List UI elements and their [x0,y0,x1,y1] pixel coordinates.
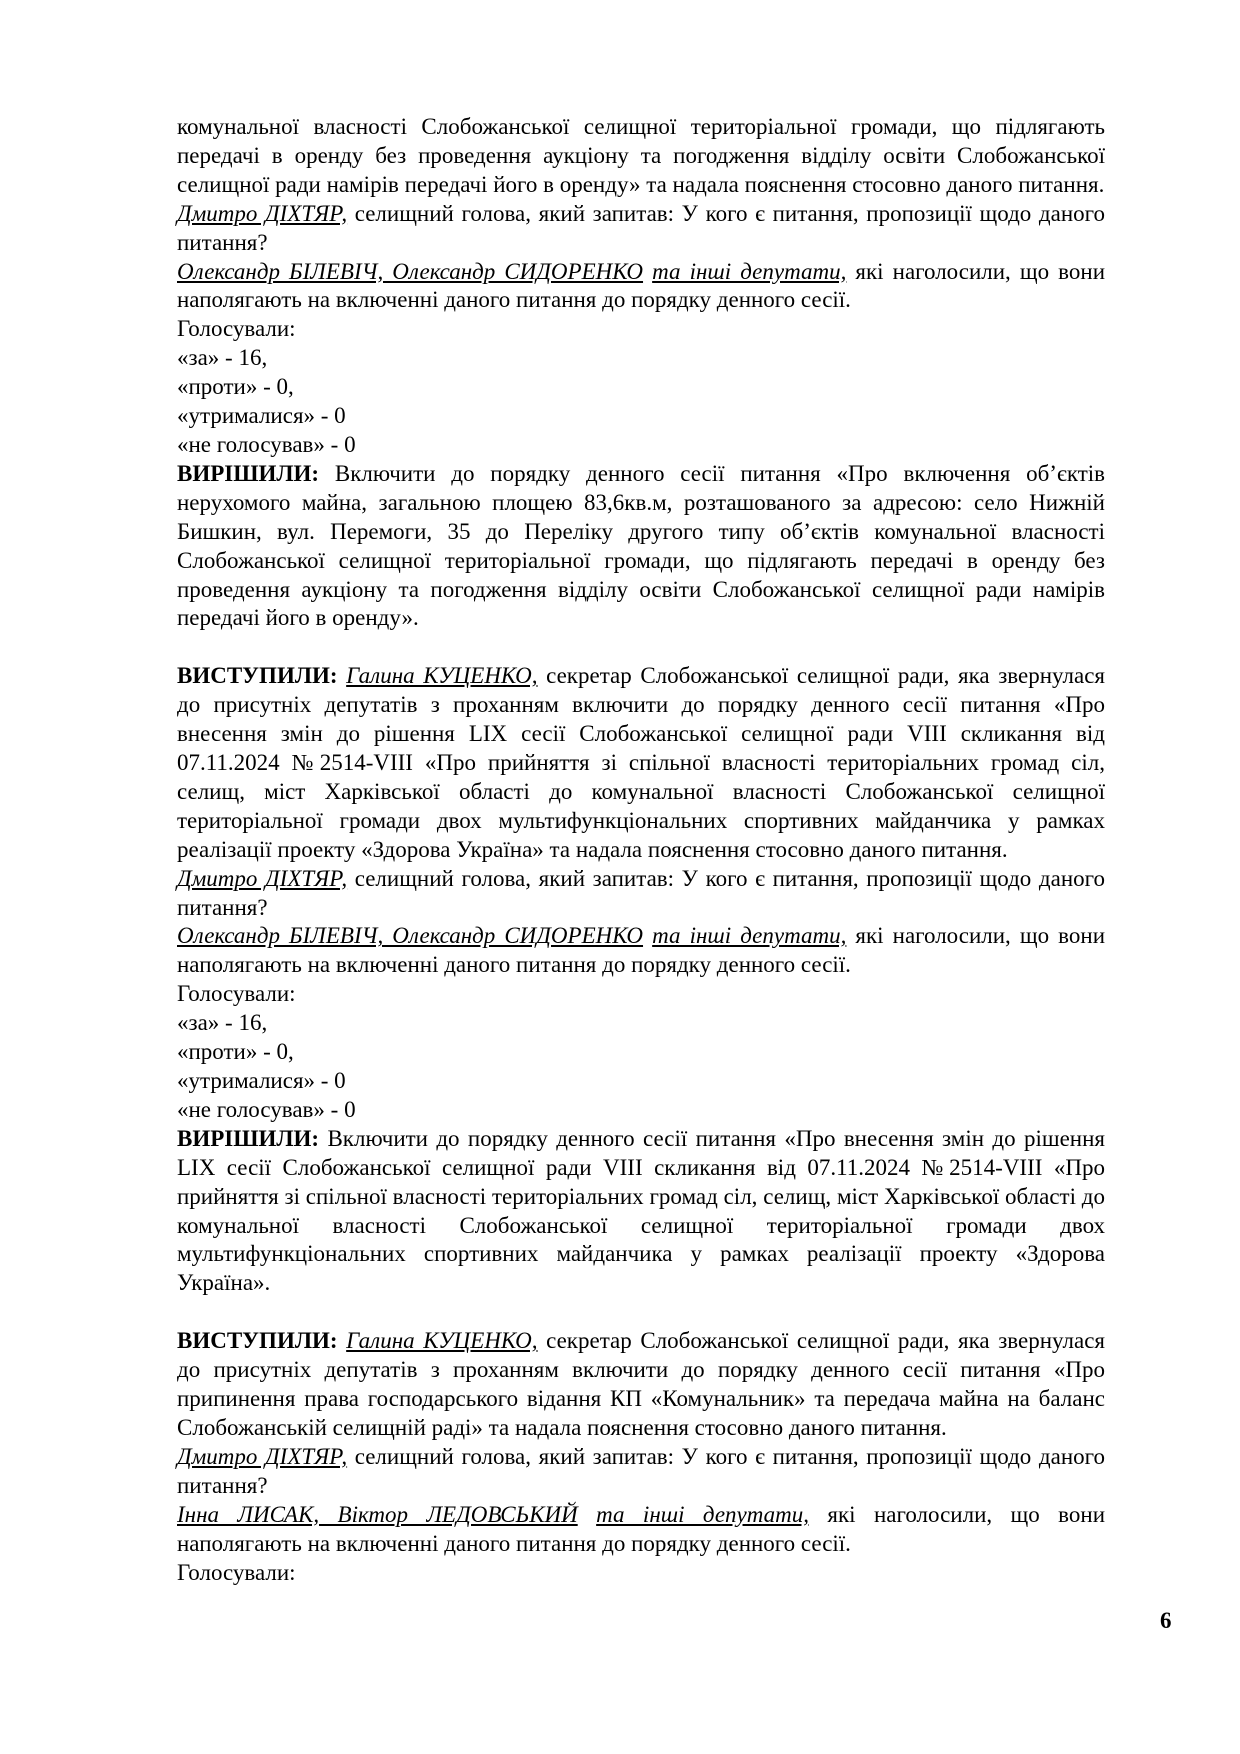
spoke-text: секретар Слобожанської селищної ради, яка звернулася до присутніх депутатів з проханням включити до порядку денного сесії питання «Про припинення права господарського відання КП «Комунальник» та передача майна на баланс Слобожанській селищній раді» та надала пояснення стосовно даного питання. [177,1328,1106,1440]
block3-deputies [177,1501,1105,1559]
spoke-label: ВИСТУПИЛИ: [177,663,338,689]
page-content [177,113,1105,1587]
head-name: Дмитро ДІХТЯР, [177,1443,348,1469]
head-text: селищний голова, який запитав: У кого є питання, пропозиції щодо даного питання? [177,865,1105,920]
vote-title: Голосували: [177,316,296,342]
vote-against: «проти» - 0, [177,374,294,400]
block2-deputies [177,922,1105,980]
decided-text: Включити до порядку денного сесії питання «Про внесення змін до рішення LIX сесії Слобожанської селищної ради VIII скликання від 07.11.2024 №2514-VIII «Про прийняття зі спільної власності територіальних громад сіл, селищ, міст Харківської області до комунальної власності Слобожанської селищної територіальної громади двох мультифункціональних спортивних майданчика у рамках реалізації проекту «Здорова Україна». [177,1125,1105,1296]
deputies-text: які наголосили, що вони наполягають на включенні даного питання до порядку денного сесії. [177,258,1106,313]
vote-abstain: «утрималися» - 0 [177,403,346,429]
block2-head-question [177,865,1105,923]
deputies-names: Олександр БІЛЕВІЧ, Олександр СИДОРЕНКО [177,258,644,284]
head-name: Дмитро ДІХТЯР, [177,200,348,226]
deputies-others: та інші депутати, [652,923,847,949]
vote-title: Голосували: [177,981,296,1007]
vote-for: «за» - 16, [177,1010,268,1036]
deputies-names: Олександр БІЛЕВІЧ, Олександр СИДОРЕНКО [177,923,644,949]
vote-for: «за» - 16, [177,345,268,371]
vote-title: Голосували: [177,1559,296,1585]
block1-intro: комунальної власності Слобожанської селищної територіальної громади, що підлягають передачі в оренду без проведення аукціону та погодження відділу освіти Слобожанської селищної ради намірів передачі його в оренду» та надала пояснення стосовно даного питання. [177,114,1105,197]
decided-text: Включити до порядку денного сесії питання «Про включення об’єктів нерухомого майна, загальною площею 83,6кв.м, розташованого за адресою: село Нижній Бишкин, вул. Перемоги, 35 до Переліку другого типу об’єктів комунальної власності Слобожанської селищної територіальної громади, що підлягають передачі в оренду без проведення аукціону та погодження відділу освіти Слобожанської селищної ради намірів передачі його в оренду». [177,460,1105,631]
decided-label: ВИРІШИЛИ: [177,460,320,486]
spoke-name: Галина КУЦЕНКО, [346,663,538,689]
head-name: Дмитро ДІХТЯР, [177,865,348,891]
decided-label: ВИРІШИЛИ: [177,1125,320,1151]
block2-spoke [177,662,1105,864]
block3-spoke [177,1327,1105,1443]
deputies-others: та інші депутати, [596,1501,809,1527]
paragraph-gap [177,633,1105,662]
deputies-text: які наголосили, що вони наполягають на включенні даного питання до порядку денного сесії. [177,1501,1105,1556]
vote-novote: «не голосував» - 0 [177,431,356,457]
head-text: селищний голова, який запитав: У кого є питання, пропозиції щодо даного питання? [177,1443,1105,1498]
deputies-others: та інші депутати, [652,258,847,284]
spoke-name: Галина КУЦЕНКО, [346,1328,538,1354]
deputies-text: які наголосили, що вони наполягають на включенні даного питання до порядку денного сесії. [177,923,1106,978]
vote-against: «проти» - 0, [177,1039,294,1065]
vote-novote: «не голосував» - 0 [177,1096,356,1122]
block3-head-question [177,1443,1105,1501]
block2-decision [177,1125,1105,1298]
block1-deputies [177,258,1105,316]
page-number: 6 [1160,1608,1172,1633]
block1-head-question [177,200,1105,258]
spoke-text: секретар Слобожанської селищної ради, яка звернулася до присутніх депутатів з проханням включити до порядку денного сесії питання «Про внесення змін до рішення LIX сесії Слобожанської селищної ради VIII скликання від 07.11.2024 №2514-VIII «Про прийняття зі спільної власності територіальних громад сіл, селищ, міст Харківської області до комунальної власності Слобожанської селищної територіальної громади двох мультифункціональних спортивних майданчика у рамках реалізації проекту «Здорова Україна» та надала пояснення стосовно даного питання. [177,663,1106,862]
block1-decision [177,460,1105,633]
vote-abstain: «утрималися» - 0 [177,1068,346,1093]
paragraph-gap [177,1298,1105,1327]
head-text: селищний голова, який запитав: У кого є питання, пропозиції щодо даного питання? [177,200,1105,255]
spoke-label: ВИСТУПИЛИ: [177,1328,338,1354]
deputies-names: Інна ЛИСАК, Віктор ЛЕДОВСЬКИЙ [177,1501,578,1527]
